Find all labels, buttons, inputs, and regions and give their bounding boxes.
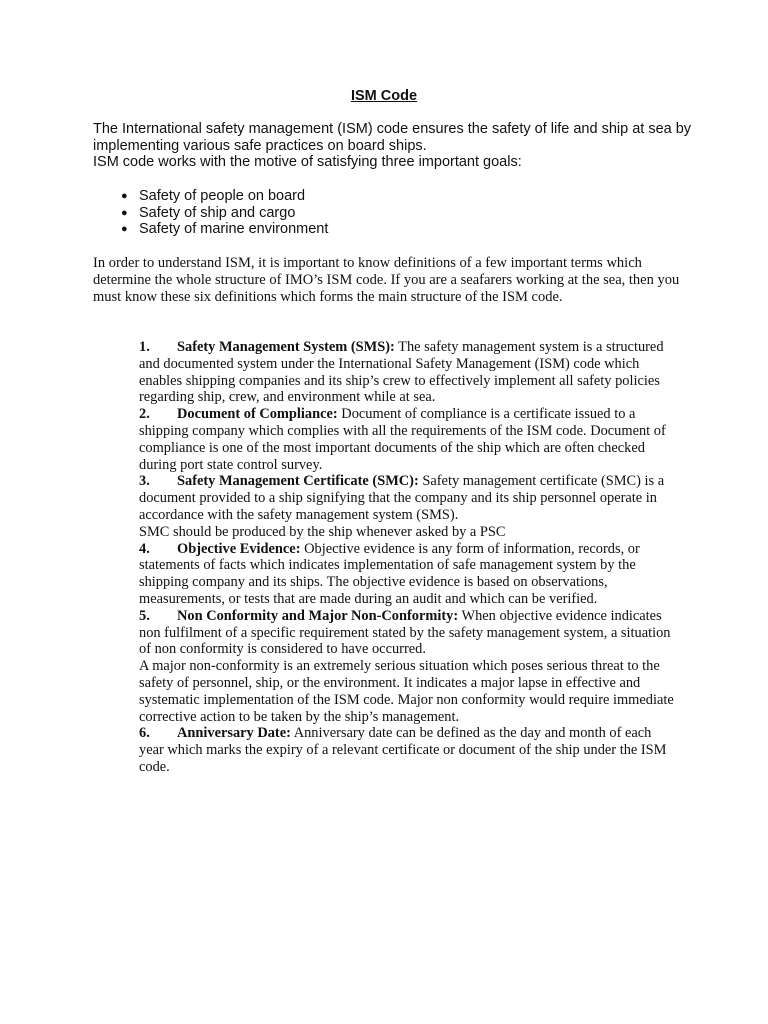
definition-text: Anniversary date can be defined as the day and month of each year which marks the expiry of a relevant certificate or document of the ship under the ISM code. bbox=[139, 725, 667, 775]
definition-item bbox=[139, 406, 679, 473]
goal-text: Safety of marine environment bbox=[139, 221, 329, 238]
intro-line-2: ISM code works with the motive of satisfying three important goals: bbox=[93, 154, 522, 171]
goals-list bbox=[121, 188, 681, 238]
intro-block bbox=[93, 121, 713, 171]
bullet-icon: ● bbox=[121, 190, 128, 202]
definition-text: The safety management system is a structured and documented system under the International Safety Management (ISM) code which enables shipping companies and its ship’s crew to effectively implement all safety policies regarding ship, crew, and environment while at sea. bbox=[139, 339, 664, 406]
goal-text: Safety of ship and cargo bbox=[139, 204, 296, 221]
definition-term: Document of Compliance: bbox=[177, 406, 338, 423]
definition-number: 5. bbox=[139, 607, 150, 624]
body-paragraph: In order to understand ISM, it is important to know definitions of a few important terms which determine the whole structure of IMO’s ISM code. If you are a seafarers working at the sea, then you must know these six definitions which forms the main structure of the ISM code. bbox=[93, 255, 680, 305]
definition-item bbox=[139, 473, 679, 540]
list-item bbox=[121, 188, 681, 205]
definition-number: 4. bbox=[139, 540, 150, 557]
definition-term: Anniversary Date: bbox=[177, 725, 291, 742]
definition-item bbox=[139, 339, 679, 406]
goal-text: Safety of people on board bbox=[139, 188, 306, 204]
definitions-list bbox=[139, 339, 679, 776]
definition-item bbox=[139, 725, 679, 775]
definition-text: Safety management certificate (SMC) is a document provided to a ship signifying that the company and its ship personnel operate in accordance with the safety management system (SMS). bbox=[139, 473, 665, 523]
definition-term: Objective Evidence: bbox=[177, 540, 301, 557]
definition-text: When objective evidence indicates non fulfilment of a specific requirement stated by the safety management system, a situation of non conformity is considered to have occurred. bbox=[139, 607, 671, 658]
page-title: ISM Code bbox=[350, 88, 418, 104]
definition-text: Document of compliance is a certificate issued to a shipping company which complies with all the requirements of the ISM code. Document of compliance is one of the most important documents of the ship which are often checked during port state control survey. bbox=[139, 406, 666, 473]
definition-extra: A major non-conformity is an extremely serious situation which poses serious threat to the safety of personnel, ship, or the environment. It indicates a major lapse in effective and systematic implementation of the ISM code. Major non conformity would require immediate corrective action to be taken by the ship’s management. bbox=[139, 658, 674, 725]
definition-text: Objective evidence is any form of information, records, or statements of facts which indicates implementation of safe management system by the shipping company and its ships. The objective evidence is based on observations, measurements, or tests that are made during an audit and which can be verified. bbox=[139, 540, 640, 607]
definition-number: 6. bbox=[139, 725, 150, 742]
definition-number: 2. bbox=[139, 406, 150, 423]
list-item bbox=[121, 221, 681, 238]
list-item bbox=[121, 205, 681, 222]
definition-term: Safety Management System (SMS): bbox=[177, 339, 395, 355]
definition-item bbox=[139, 608, 679, 726]
intro-line-1: The International safety management (ISM) code ensures the safety of life and ship at sea by implementing various safe practices on board ships. bbox=[93, 121, 692, 154]
definition-number: 3. bbox=[139, 473, 150, 490]
definition-item bbox=[139, 541, 679, 608]
definition-term: Safety Management Certificate (SMC): bbox=[177, 473, 419, 490]
bullet-icon: ● bbox=[121, 206, 128, 219]
definition-term: Non Conformity and Major Non-Conformity: bbox=[177, 607, 459, 624]
bullet-icon: ● bbox=[121, 223, 128, 236]
definition-number: 1. bbox=[139, 339, 150, 355]
definition-extra: SMC should be produced by the ship whenever asked by a PSC bbox=[139, 523, 506, 540]
